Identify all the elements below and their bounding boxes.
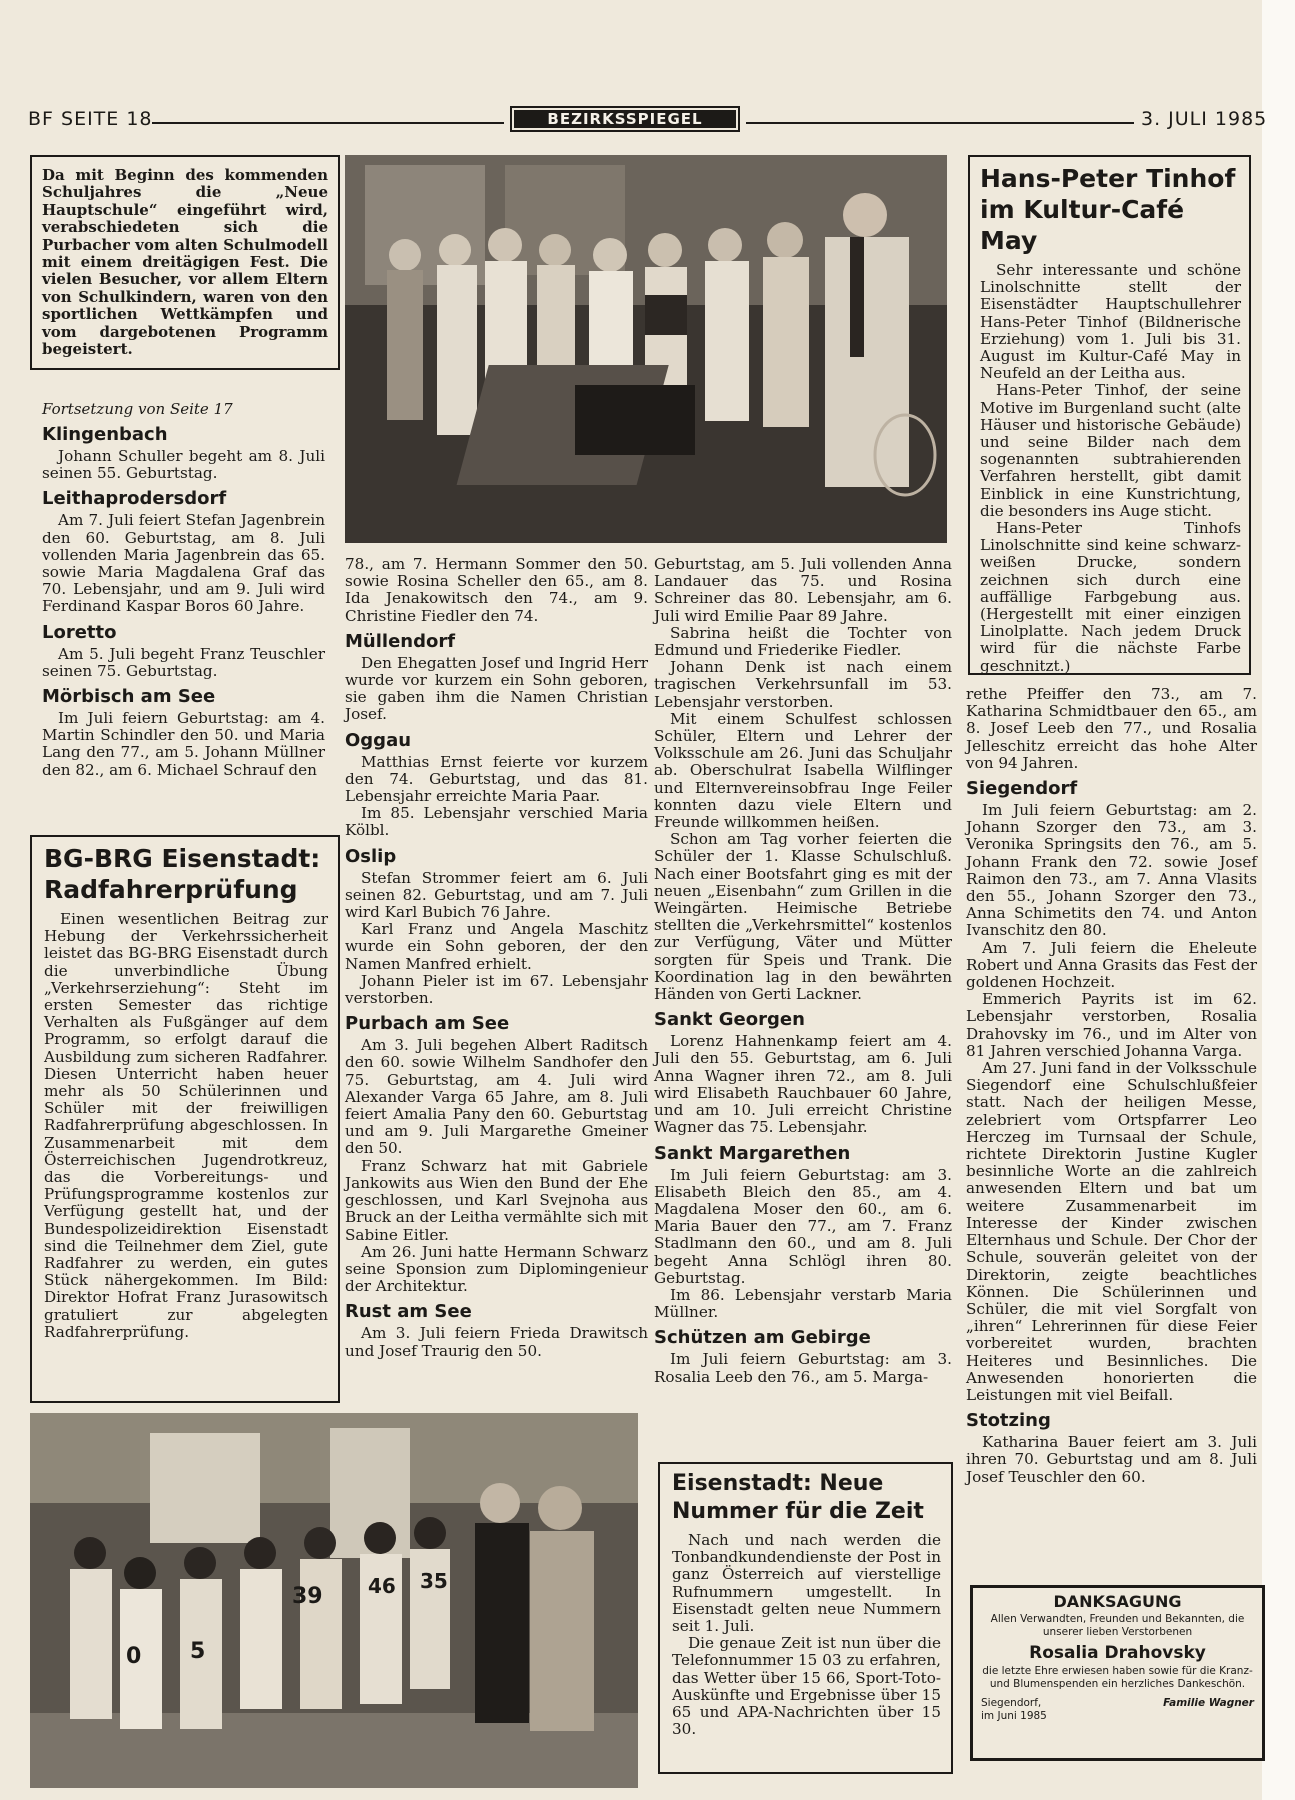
news-paragraph: Im Juli feiern Geburtstag: am 3. Elisabeth Bleich den 85., am 4. Magdalena Moser den 60., am 6. Maria Bauer den 77., am 7. Franz Stadlmann den 60., und am 8. Juli begeht Anna Schlögl ihren 80. Geburtstag. [654,1165,952,1287]
zeit-box [658,1462,953,1774]
column-1-content [42,424,325,779]
danksagung-footer [981,1697,1254,1723]
tinhof-para-2: Hans-Peter Tinhof, der seine Motive im Burgenland sucht (alte Häuser und historische Gebäude) und seine Bilder nach dem sogenannten subtrahierenden Verfahren herstellt, gibt damit Einblick in eine Kunstrichtung, die besonders ins Auge sticht. [980,381,1241,520]
news-paragraph: Johann Denk ist nach einem tragischen Verkehrsunfall im 53. Lebensjahr verstorben. [654,658,952,711]
news-paragraph: Im Juli feiern Geburtstag: am 4. Martin Schindler den 50. und Maria Lang den 77., am 5. Johann Müllner den 82., am 6. Michael Schrauf den [42,709,325,779]
tinhof-box [968,155,1251,675]
danksagung-place: Siegendorf, [981,1697,1042,1709]
intro-text: Da mit Beginn des kommenden Schuljahres die „Neue Hauptschule“ eingeführt wird, verabschiedeten sich die Purbacher vom alten Schulmodell mit einem dreitägigen Fest. Die vielen Besucher, vor allem Eltern von Schulkindern, waren von den sportlichen Wettkämpfen und vom dargebotenen Programm begeistert. [42,166,328,359]
news-paragraph: Mit einem Schulfest schlossen Schüler, Eltern und Lehrer der Volksschule am 26. Juni das Schuljahr ab. Oberschulrat Isabella Wilflinger und Elternvereinsobfrau Inge Feiler konnten dazu viele Eltern und Freunde willkommen heißen. [654,709,952,832]
column-4-content [966,686,1257,1486]
town-heading: Oslip [345,845,397,867]
bgbrg-title: BG-BRG Eisenstadt: Radfahrerprüfung [44,844,321,904]
news-paragraph: Franz Schwarz hat mit Gabriele Jankowits aus Wien den Bund der Ehe geschlossen, und Karl Svejnoha aus Bruck an der Leitha vermählte sich mit Sabine Eitler. [345,1156,648,1244]
page-edge [1262,0,1295,1800]
town-heading: Leithaprodersdorf [42,488,227,510]
column-2 [345,556,648,1360]
danksagung-line2: die letzte Ehre erwiesen haben sowie für die Kranz- und Blumenspenden ein herzliches Dankeschön. [982,1665,1253,1690]
news-paragraph: Katharina Bauer feiert am 3. Juli ihren 70. Geburtstag und am 8. Juli Josef Teuschler den 60. [966,1433,1257,1486]
town-heading: Oggau [345,729,412,751]
news-paragraph: Im Juli feiern Geburtstag: am 3. Rosalia Leeb den 76., am 5. Marga- [654,1350,952,1386]
bib-number-0: 0 [126,1644,142,1669]
intro-box [30,155,340,370]
news-paragraph: Geburtstag, am 5. Juli vollenden Anna Landauer das 75. und Rosina Schreiner das 80. Lebensjahr, am 6. Juli wird Emilie Paar 89 Jahre. [654,555,952,625]
bgbrg-text: Einen wesentlichen Beitrag zur Hebung der Verkehrssicherheit leistet das BG-BRG Eisenstadt durch die unverbindliche Übung „Verkehrserziehung“: Steht im ersten Semester das richtige Verhalten als Fußgänger auf dem Programm, so erfolgt darauf die Ausbildung zum sicheren Radfahrer. Diesen Unterricht haben heuer mehr als 50 Schülerinnen und Schüler mit der freiwilligen Radfahrerprüfung abgeschlossen. In Zusammenarbeit mit dem Österreichischen Jugendrotkreuz, das die Vorbereitungs- und Prüfungsprogramme kostenlos zur Verfügung gestellt hat, und der Bundespolizeidirektion Eisenstadt sind die Teilnehmer dem Ziel, gute Radfahrer zu werden, ein gutes Stück nähergekommen. Im Bild: Direktor Hofrat Franz Jurasowitsch gratuliert zur abgelegten Radfahrerprüfung. [44,910,328,1341]
column-3-content [654,556,952,1386]
news-paragraph: Sabrina heißt die Tochter von Edmund und Friederike Fiedler. [654,623,952,660]
danksagung-line1: Allen Verwandten, Freunden und Bekannten, die unserer lieben Verstorbenen [990,1613,1245,1638]
news-paragraph: 78., am 7. Hermann Sommer den 50. sowie Rosina Scheller den 65., am 8. Ida Jenakowitsch den 74., am 9. Christine Fiedler den 74. [345,555,648,625]
news-paragraph: Johann Schuller begeht am 8. Juli seinen 55. Geburtstag. [42,447,325,483]
school-fest-photo [345,155,947,543]
header-rule-right [746,122,1134,124]
tinhof-para-3: Hans-Peter Tinhofs Linolschnitte sind keine schwarz-weißen Drucke, sondern zeichnen sich durch eine auffällige Farbgebung aus. (Hergestellt mit einer einzigen Linolplatte. Nach jedem Druck wird für die nächste Farbe geschnitzt.) [980,519,1241,675]
column-4 [966,686,1257,1486]
town-heading: Klingenbach [42,424,168,445]
zeit-para-2: Die genaue Zeit ist nun über die Telefonnummer 15 03 zu erfahren, das Wetter über 15 66, Sport-Toto-Auskünfte und Ergebnisse über 15 65 und APA-Nachrichten über 15 30. [672,1634,941,1739]
deceased-name: Rosalia Drahovsky [1029,1643,1206,1663]
tinhof-text [980,262,1241,675]
column-2-content [345,556,648,1360]
column-1 [42,400,325,779]
bgbrg-text-wrap [44,911,328,1341]
news-paragraph: Am 7. Juli feiern die Eheleute Robert und Anna Grasits das Fest der goldenen Hochzeit. [966,938,1257,992]
page-number: BF SEITE 18 [28,108,153,130]
radfahrer-photo [30,1413,638,1788]
news-paragraph: Stefan Strommer feiert am 6. Juli seinen 82. Geburtstag, und am 7. Juli wird Karl Bubich 76 Jahre. [345,868,648,922]
bib-number-3: 46 [368,1574,396,1598]
header-rule-left [152,122,504,124]
news-paragraph: Den Ehegatten Josef und Ingrid Herr wurde vor kurzem ein Sohn geboren, sie gaben ihm die Namen Christian Josef. [345,653,648,724]
town-heading: Rust am See [345,1301,472,1323]
tinhof-title: Hans-Peter Tinhof im Kultur-Café May [980,164,1236,255]
news-paragraph: Am 27. Juni fand in der Volksschule Siegendorf eine Schulschlußfeier statt. Nach der heiligen Messe, zelebriert vom Ortspfarrer Leo Herczeg im Turnsaal der Schule, richtete Direktorin Justine Kugler besinnliche Worte an die zahlreich anwesenden Eltern und bat um weitere Zusammenarbeit im Interesse der Kinder zwischen Elternhaus und Schule. Der Chor der Schule, souverän geleitet von der Direktorin, zeigte beachtliches Können. Die Schülerinnen und Schüler, die mit viel Sorgfalt von „ihren“ Lehrerinnen für diese Feier vorbereitet wurden, brachten Heiteres und Besinnliches. Die Anwesenden honorierten die Leistungen mit viel Beifall. [966,1059,1257,1404]
town-heading: Stotzing [966,1410,1051,1432]
section-title: BEZIRKSSPIEGEL [514,110,736,128]
news-paragraph: Matthias Ernst feierte vor kurzem den 74. Geburtstag, und das 81. Lebensjahr erreichte Maria Paar. [345,752,648,806]
issue-date: 3. JULI 1985 [1141,108,1268,130]
danksagung-box [970,1585,1265,1761]
zeit-title: Eisenstadt: Neue Nummer für die Zeit [672,1471,924,1524]
zeit-text [672,1532,941,1738]
town-heading: Müllendorf [345,630,456,652]
news-paragraph: Im 85. Lebensjahr verschied Maria Kölbl. [345,804,648,840]
news-paragraph: Karl Franz und Angela Maschitz wurde ein Sohn geboren, der den Namen Manfred erhielt. [345,920,648,973]
news-paragraph: Am 5. Juli begeht Franz Teuschler seinen 75. Geburtstag. [42,644,325,680]
news-paragraph: Johann Pieler ist im 67. Lebensjahr verstorben. [345,971,648,1008]
town-heading: Siegendorf [966,778,1078,800]
tinhof-para-1: Sehr interessante und schöne Linolschnitte stellt der Eisenstädter Hauptschullehrer Hans-Peter Tinhof (Bildnerische Erziehung) vom 1. Juli bis 31. August im Kultur-Café May in Neufeld an der Leitha aus. [980,261,1241,383]
town-heading: Sankt Georgen [654,1009,805,1031]
news-paragraph: Emmerich Payrits ist im 62. Lebensjahr verstorben, Rosalia Drahovsky im 76., und im Alter von 81 Jahren verschied Johanna Varga. [966,990,1257,1060]
column-3 [654,556,952,1386]
bib-number-2: 39 [292,1584,323,1609]
news-paragraph: Lorenz Hahnenkamp feiert am 4. Juli den 55. Geburtstag, am 6. Juli Anna Wagner ihren 72., am 8. Juli wird Elisabeth Rauchbauer 60 Jahre, und am 10. Juli erreicht Christine Wagner das 75. Lebensjahr. [654,1032,952,1137]
bib-number-4: 35 [420,1569,448,1593]
radfahrer-photo-art [30,1413,638,1788]
town-heading: Purbach am See [345,1013,510,1035]
town-heading: Sankt Margarethen [654,1142,851,1164]
section-badge [510,106,740,132]
continuation-note: Fortsetzung von Seite 17 [42,400,233,418]
news-paragraph: rethe Pfeiffer den 73., am 7. Katharina Schmidtbauer den 65., am 8. Josef Leeb den 77., und Rosalia Jelleschitz erreicht das hohe Alter von 94 Jahren. [966,685,1257,772]
town-heading: Mörbisch am See [42,686,216,708]
danksagung-date: im Juni 1985 [981,1710,1047,1722]
news-paragraph: Am 7. Juli feiert Stefan Jagenbrein den 60. Geburtstag, am 8. Juli vollenden Maria Jagenbrein das 65. sowie Maria Magdalena Graf das 70. Lebensjahr, und am 9. Juli wird Ferdinand Kaspar Boros 60 Jahre. [42,511,325,616]
news-paragraph: Am 3. Juli feiern Frieda Drawitsch und Josef Traurig den 50. [345,1324,648,1360]
town-heading: Schützen am Gebirge [654,1327,871,1349]
bgbrg-box [30,835,340,1403]
town-heading: Loretto [42,621,117,643]
news-paragraph: Im 86. Lebensjahr verstarb Maria Müllner. [654,1285,952,1322]
zeit-para-1: Nach und nach werden die Tonbandkundendienste der Post in ganz Österreich auf vierstellige Rufnummern umgestellt. In Eisenstadt gelten neue Nummern seit 1. Juli. [672,1531,941,1636]
news-paragraph: Schon am Tag vorher feierten die Schüler der 1. Klasse Schulschluß. Nach einer Bootsfahrt ging es mit der neuen „Eisenbahn“ zum Grillen in die Weingärten. Heimische Betriebe stellten die „Verkehrsmittel“ kostenlos zur Verfügung, Väter und Mütter sorgten für Speis und Trank. Die Koordination lag in den bewährten Händen von Gerti Lackner. [654,830,952,1004]
news-paragraph: Am 26. Juni hatte Hermann Schwarz seine Sponsion zum Diplomingenieur der Architektur. [345,1242,648,1296]
school-fest-photo-art [345,155,947,543]
bib-number-1: 5 [190,1639,206,1664]
danksagung-title: DANKSAGUNG [1053,1592,1182,1611]
danksagung-family: Familie Wagner [1163,1697,1254,1709]
news-paragraph: Im Juli feiern Geburtstag: am 2. Johann Szorger den 73., am 3. Veronika Springsits den 76., am 5. Johann Frank den 72. sowie Josef Raimon den 73., am 7. Anna Vlasits den 55., Johann Szorger den 73., Anna Schimetits den 74. und Anton Ivanschitz den 80. [966,801,1257,940]
news-paragraph: Am 3. Juli begehen Albert Raditsch den 60. sowie Wilhelm Sandhofer den 75. Geburtstag, am 4. Juli wird Alexander Varga 65 Jahre, am 8. Juli feiert Amalia Pany den 60. Geburtstag und am 9. Juli Margarethe Gmeiner den 50. [345,1036,648,1158]
